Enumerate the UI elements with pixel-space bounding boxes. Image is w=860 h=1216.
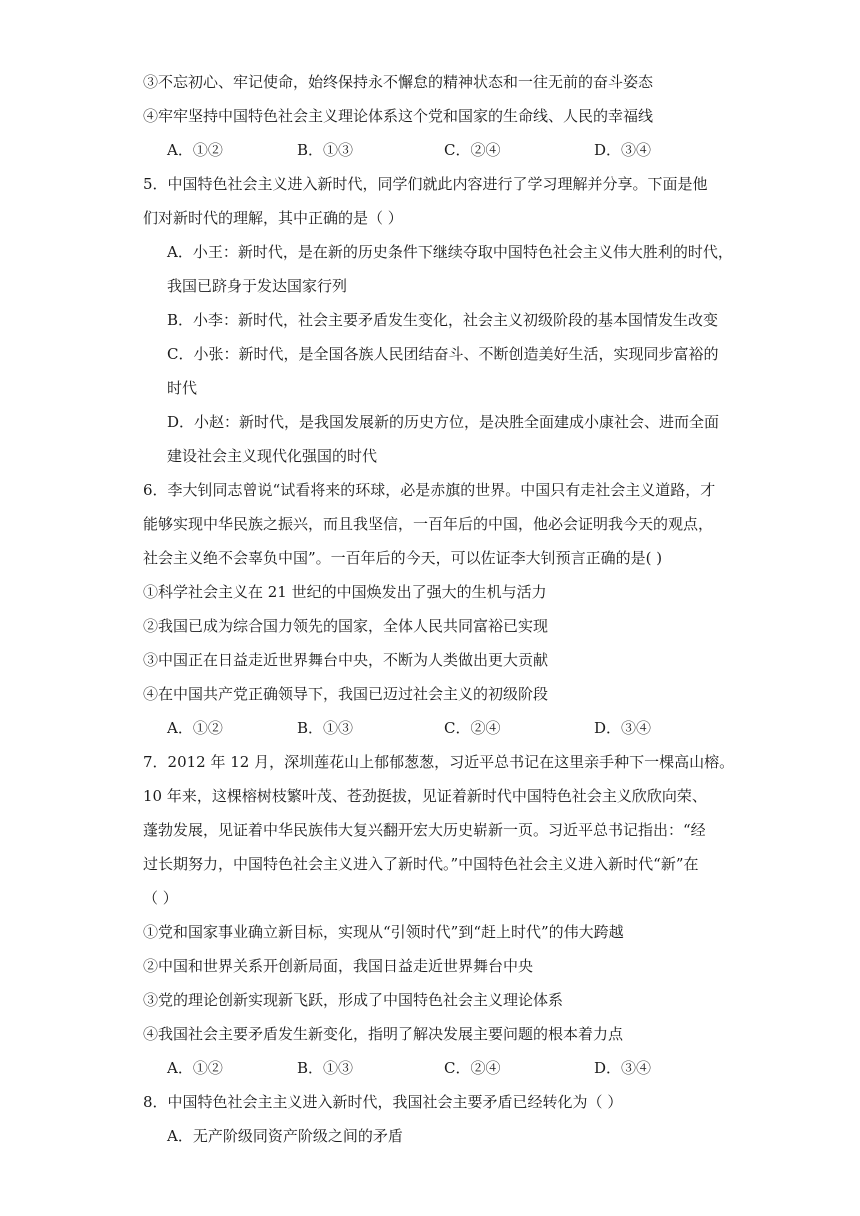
- q8-stem: 8．中国特色社会主主义进入新时代，我国社会主要矛盾已经转化为（ ）: [143, 1093, 623, 1111]
- q5-option-d-line-2: 建设社会主义现代化强国的时代: [167, 447, 378, 465]
- q4-options: [167, 140, 727, 160]
- q7-option-b: B．①③: [297, 1059, 354, 1077]
- q7-stem-line-4: 过长期努力，中国特色社会主义进入了新时代。”中国特色社会主义进入新时代“新”在: [143, 855, 699, 873]
- q5-stem-line-1: 5．中国特色社会主义进入新时代，同学们就此内容进行了学习理解并分享。下面是他: [143, 175, 708, 193]
- q6-options: [167, 718, 727, 738]
- q6-statement-4: ④在中国共产党正确领导下，我国已迈过社会主义的初级阶段: [143, 685, 549, 703]
- q6-statement-1: ①科学社会主义在 21 世纪的中国焕发出了强大的生机与活力: [143, 583, 547, 601]
- q6-option-b: B．①③: [297, 719, 354, 737]
- q7-stem-line-1: 7．2012 年 12 月，深圳莲花山上郁郁葱葱，习近平总书记在这里亲手种下一棵高山榕。: [143, 753, 735, 771]
- q5-option-d-line-1: D．小赵：新时代，是我国发展新的历史方位，是决胜全面建成小康社会、进而全面: [167, 413, 720, 431]
- q4-option-d: D．③④: [594, 141, 652, 159]
- q6-statement-2: ②我国已成为综合国力领先的国家，全体人民共同富裕已实现: [143, 617, 549, 635]
- q7-statement-4: ④我国社会主要矛盾发生新变化，指明了解决发展主要问题的根本着力点: [143, 1025, 624, 1043]
- q7-statement-1: ①党和国家事业确立新目标，实现从“引领时代”到“赶上时代”的伟大跨越: [143, 923, 624, 941]
- q5-option-c-line-1: C．小张：新时代，是全国各族人民团结奋斗、不断创造美好生活，实现同步富裕的: [167, 345, 719, 363]
- q7-option-d: D．③④: [594, 1059, 652, 1077]
- q6-stem-line-1: 6．李大钊同志曾说“试看将来的环球，必是赤旗的世界。中国只有走社会主义道路，才: [143, 481, 716, 499]
- q7-stem-line-2: 10 年来，这棵榕树枝繁叶茂、苍劲挺拔，见证着新时代中国特色社会主义欣欣向荣、: [143, 787, 707, 805]
- q5-option-c-line-2: 时代: [167, 379, 198, 397]
- q7-statement-2: ②中国和世界关系开创新局面，我国日益走近世界舞台中央: [143, 957, 534, 975]
- q5-option-a-line-1: A．小王：新时代，是在新的历史条件下继续夺取中国特色社会主义伟大胜利的时代，: [167, 243, 733, 261]
- q4-option-c: C．②④: [444, 141, 501, 159]
- q5-stem-line-2: 们对新时代的理解，其中正确的是（ ）: [143, 209, 403, 227]
- q5-option-b: B．小李：新时代，社会主要矛盾发生变化，社会主义初级阶段的基本国情发生改变: [167, 311, 719, 329]
- q4-statement-3: ③不忘初心、牢记使命，始终保持永不懈怠的精神状态和一往无前的奋斗姿态: [143, 73, 654, 91]
- q7-option-c: C．②④: [444, 1059, 501, 1077]
- q4-statement-4: ④牢牢坚持中国特色社会主义理论体系这个党和国家的生命线、人民的幸福线: [143, 107, 654, 125]
- q5-option-a-line-2: 我国已跻身于发达国家行列: [167, 277, 348, 295]
- q6-option-c: C．②④: [444, 719, 501, 737]
- q7-statement-3: ③党的理论创新实现新飞跃，形成了中国特色社会主义理论体系: [143, 991, 564, 1009]
- q6-stem-line-3: 社会主义绝不会辜负中国”。一百年后的今天，可以佐证李大钊预言正确的是( ): [143, 549, 663, 567]
- q6-statement-3: ③中国正在日益走近世界舞台中央，不断为人类做出更大贡献: [143, 651, 549, 669]
- q7-stem-line-3: 蓬勃发展，见证着中华民族伟大复兴翻开宏大历史崭新一页。习近平总书记指出：“经: [143, 821, 706, 839]
- q8-option-a: A．无产阶级同资产阶级之间的矛盾: [167, 1127, 403, 1145]
- q6-option-d: D．③④: [594, 719, 652, 737]
- q7-option-a: A．①②: [167, 1059, 223, 1077]
- q4-option-b: B．①③: [297, 141, 354, 159]
- q6-stem-line-2: 能够实现中华民族之振兴，而且我坚信，一百年后的中国，他必会证明我今天的观点，: [143, 515, 714, 533]
- q7-stem-line-5: （ ）: [143, 889, 178, 907]
- q7-options: [167, 1058, 727, 1078]
- q4-option-a: A．①②: [167, 141, 223, 159]
- q6-option-a: A．①②: [167, 719, 223, 737]
